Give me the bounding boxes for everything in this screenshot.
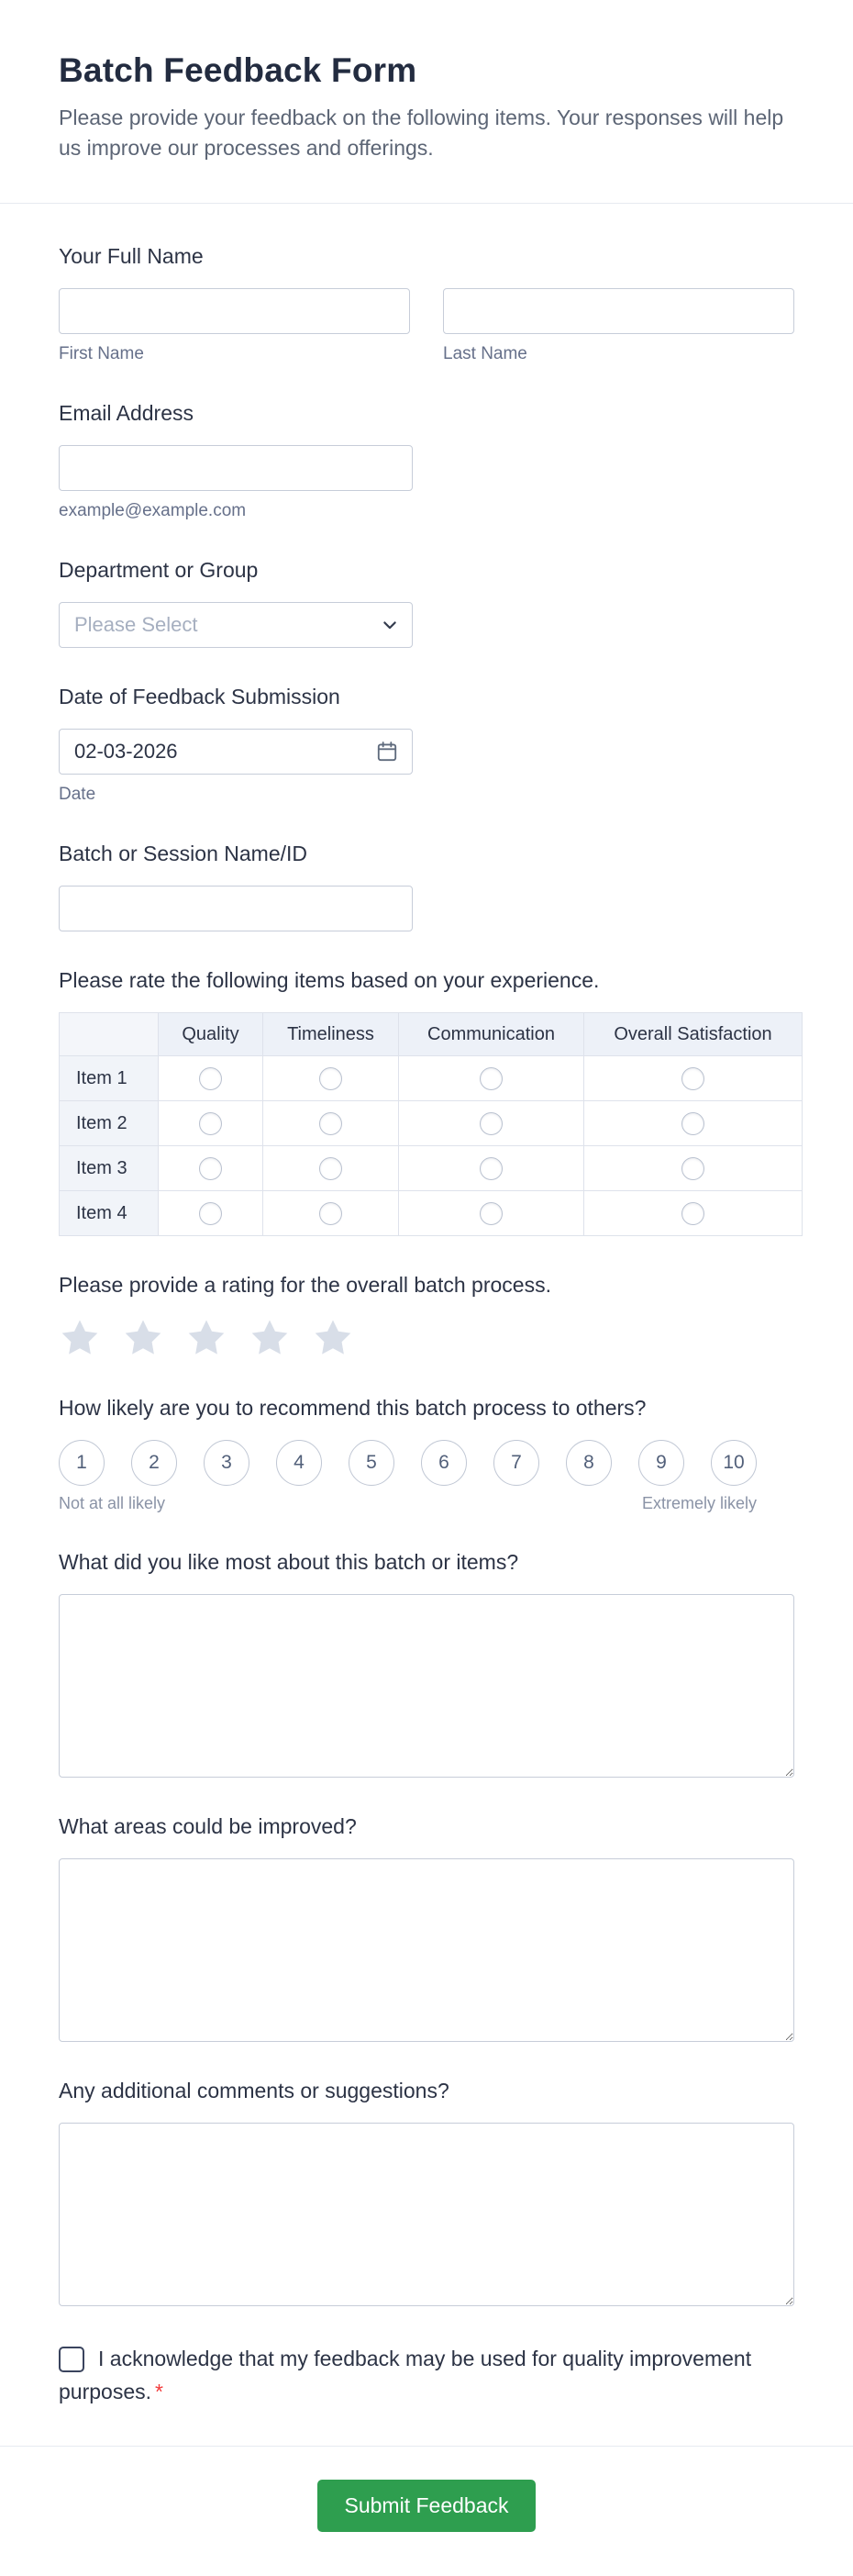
matrix-row-item3 xyxy=(60,1146,803,1191)
radio-item2-communication[interactable] xyxy=(480,1112,503,1135)
radio-item4-overall[interactable] xyxy=(681,1202,704,1225)
radio-item2-timeliness[interactable] xyxy=(319,1112,342,1135)
field-star-rating xyxy=(59,1273,794,1359)
field-improvements xyxy=(59,1814,794,2042)
nps-option-6[interactable]: 6 xyxy=(421,1440,467,1486)
date-sublabel: Date xyxy=(59,785,96,805)
radio-item4-timeliness[interactable] xyxy=(319,1202,342,1225)
date-label: Date of Feedback Submission xyxy=(59,685,340,709)
field-date xyxy=(59,685,794,805)
last-name-col xyxy=(443,288,794,364)
nps-scale xyxy=(59,1440,757,1513)
first-name-input[interactable] xyxy=(59,288,410,334)
last-name-sublabel: Last Name xyxy=(443,344,527,364)
field-email xyxy=(59,401,794,521)
radio-item1-communication[interactable] xyxy=(480,1067,503,1090)
submit-button[interactable]: Submit Feedback xyxy=(317,2480,537,2532)
improvements-label: What areas could be improved? xyxy=(59,1814,357,1839)
star-icon-1[interactable] xyxy=(59,1317,101,1359)
last-name-input[interactable] xyxy=(443,288,794,334)
field-rating-matrix xyxy=(59,968,794,1236)
star-rating-label: Please provide a rating for the overall batch process. xyxy=(59,1273,551,1298)
matrix-row-item4 xyxy=(60,1191,803,1236)
nps-option-8[interactable]: 8 xyxy=(566,1440,612,1486)
radio-item2-quality[interactable] xyxy=(199,1112,222,1135)
field-comments xyxy=(59,2079,794,2306)
field-batch-id xyxy=(59,842,794,931)
radio-item1-timeliness[interactable] xyxy=(319,1067,342,1090)
nps-option-5[interactable]: 5 xyxy=(349,1440,394,1486)
radio-item3-quality[interactable] xyxy=(199,1157,222,1180)
nps-option-10[interactable]: 10 xyxy=(711,1440,757,1486)
matrix-row-label-item3: Item 3 xyxy=(60,1146,159,1191)
matrix-col-timeliness: Timeliness xyxy=(263,1013,399,1056)
nps-right-label: Extremely likely xyxy=(641,1494,757,1513)
nps-option-4[interactable]: 4 xyxy=(276,1440,322,1486)
email-label: Email Address xyxy=(59,401,194,426)
field-full-name xyxy=(59,244,794,364)
liked-most-label: What did you like most about this batch or items? xyxy=(59,1550,519,1575)
field-nps xyxy=(59,1396,794,1513)
form-header xyxy=(0,0,853,204)
nps-left-label: Not at all likely xyxy=(59,1494,166,1513)
email-input[interactable] xyxy=(59,445,413,491)
acknowledgement-label: I acknowledge that my feedback may be used for quality improvement purposes. xyxy=(59,2347,752,2403)
radio-item3-overall[interactable] xyxy=(681,1157,704,1180)
acknowledgement-checkbox[interactable] xyxy=(59,2347,84,2372)
field-department xyxy=(59,558,794,648)
matrix-row-item1 xyxy=(60,1056,803,1101)
department-label: Department or Group xyxy=(59,558,259,583)
comments-textarea[interactable] xyxy=(59,2123,794,2306)
improvements-textarea[interactable] xyxy=(59,1858,794,2042)
acknowledgement-field xyxy=(59,2343,794,2408)
form-footer xyxy=(0,2446,853,2576)
star-icon-2[interactable] xyxy=(122,1317,164,1359)
rating-matrix xyxy=(59,1012,803,1236)
radio-item1-overall[interactable] xyxy=(681,1067,704,1090)
nps-option-1[interactable]: 1 xyxy=(59,1440,105,1486)
comments-label: Any additional comments or suggestions? xyxy=(59,2079,449,2103)
first-name-sublabel: First Name xyxy=(59,344,144,364)
full-name-label: Your Full Name xyxy=(59,244,204,269)
radio-item3-timeliness[interactable] xyxy=(319,1157,342,1180)
chevron-down-icon xyxy=(381,616,399,634)
matrix-col-quality: Quality xyxy=(159,1013,263,1056)
matrix-col-communication: Communication xyxy=(399,1013,584,1056)
star-icon-4[interactable] xyxy=(249,1317,291,1359)
radio-item1-quality[interactable] xyxy=(199,1067,222,1090)
matrix-row-item2 xyxy=(60,1101,803,1146)
radio-item2-overall[interactable] xyxy=(681,1112,704,1135)
form-body xyxy=(0,204,853,2408)
field-liked-most xyxy=(59,1550,794,1778)
full-name-inputs xyxy=(59,288,794,364)
nps-option-9[interactable]: 9 xyxy=(638,1440,684,1486)
nps-option-3[interactable]: 3 xyxy=(204,1440,249,1486)
department-select-value: Please Select xyxy=(74,613,198,637)
matrix-row-label-item2: Item 2 xyxy=(60,1101,159,1146)
nps-option-2[interactable]: 2 xyxy=(131,1440,177,1486)
page-title: Batch Feedback Form xyxy=(59,51,417,89)
matrix-header-row xyxy=(60,1013,803,1056)
radio-item4-communication[interactable] xyxy=(480,1202,503,1225)
matrix-col-overall: Overall Satisfaction xyxy=(584,1013,803,1056)
liked-most-textarea[interactable] xyxy=(59,1594,794,1778)
radio-item3-communication[interactable] xyxy=(480,1157,503,1180)
star-rating xyxy=(59,1317,794,1359)
form-description: Please provide your feedback on the following items. Your responses will help us improve our processes and offerings. xyxy=(59,106,784,160)
calendar-icon[interactable] xyxy=(375,740,399,764)
batch-id-input[interactable] xyxy=(59,886,413,931)
nps-option-7[interactable]: 7 xyxy=(493,1440,539,1486)
date-value: 02-03-2026 xyxy=(74,740,178,764)
matrix-row-label-item1: Item 1 xyxy=(60,1056,159,1101)
matrix-label: Please rate the following items based on your experience. xyxy=(59,968,600,993)
nps-label: How likely are you to recommend this batch process to others? xyxy=(59,1396,647,1421)
radio-item4-quality[interactable] xyxy=(199,1202,222,1225)
batch-id-label: Batch or Session Name/ID xyxy=(59,842,308,866)
first-name-col xyxy=(59,288,410,364)
star-icon-3[interactable] xyxy=(185,1317,227,1359)
star-icon-5[interactable] xyxy=(312,1317,354,1359)
nps-edge-labels xyxy=(59,1494,757,1513)
matrix-corner-cell xyxy=(60,1013,159,1056)
required-asterisk: * xyxy=(155,2379,163,2403)
date-input[interactable] xyxy=(59,729,413,775)
email-sublabel: example@example.com xyxy=(59,501,247,521)
department-select[interactable] xyxy=(59,602,413,648)
matrix-row-label-item4: Item 4 xyxy=(60,1191,159,1236)
nps-options xyxy=(59,1440,757,1486)
